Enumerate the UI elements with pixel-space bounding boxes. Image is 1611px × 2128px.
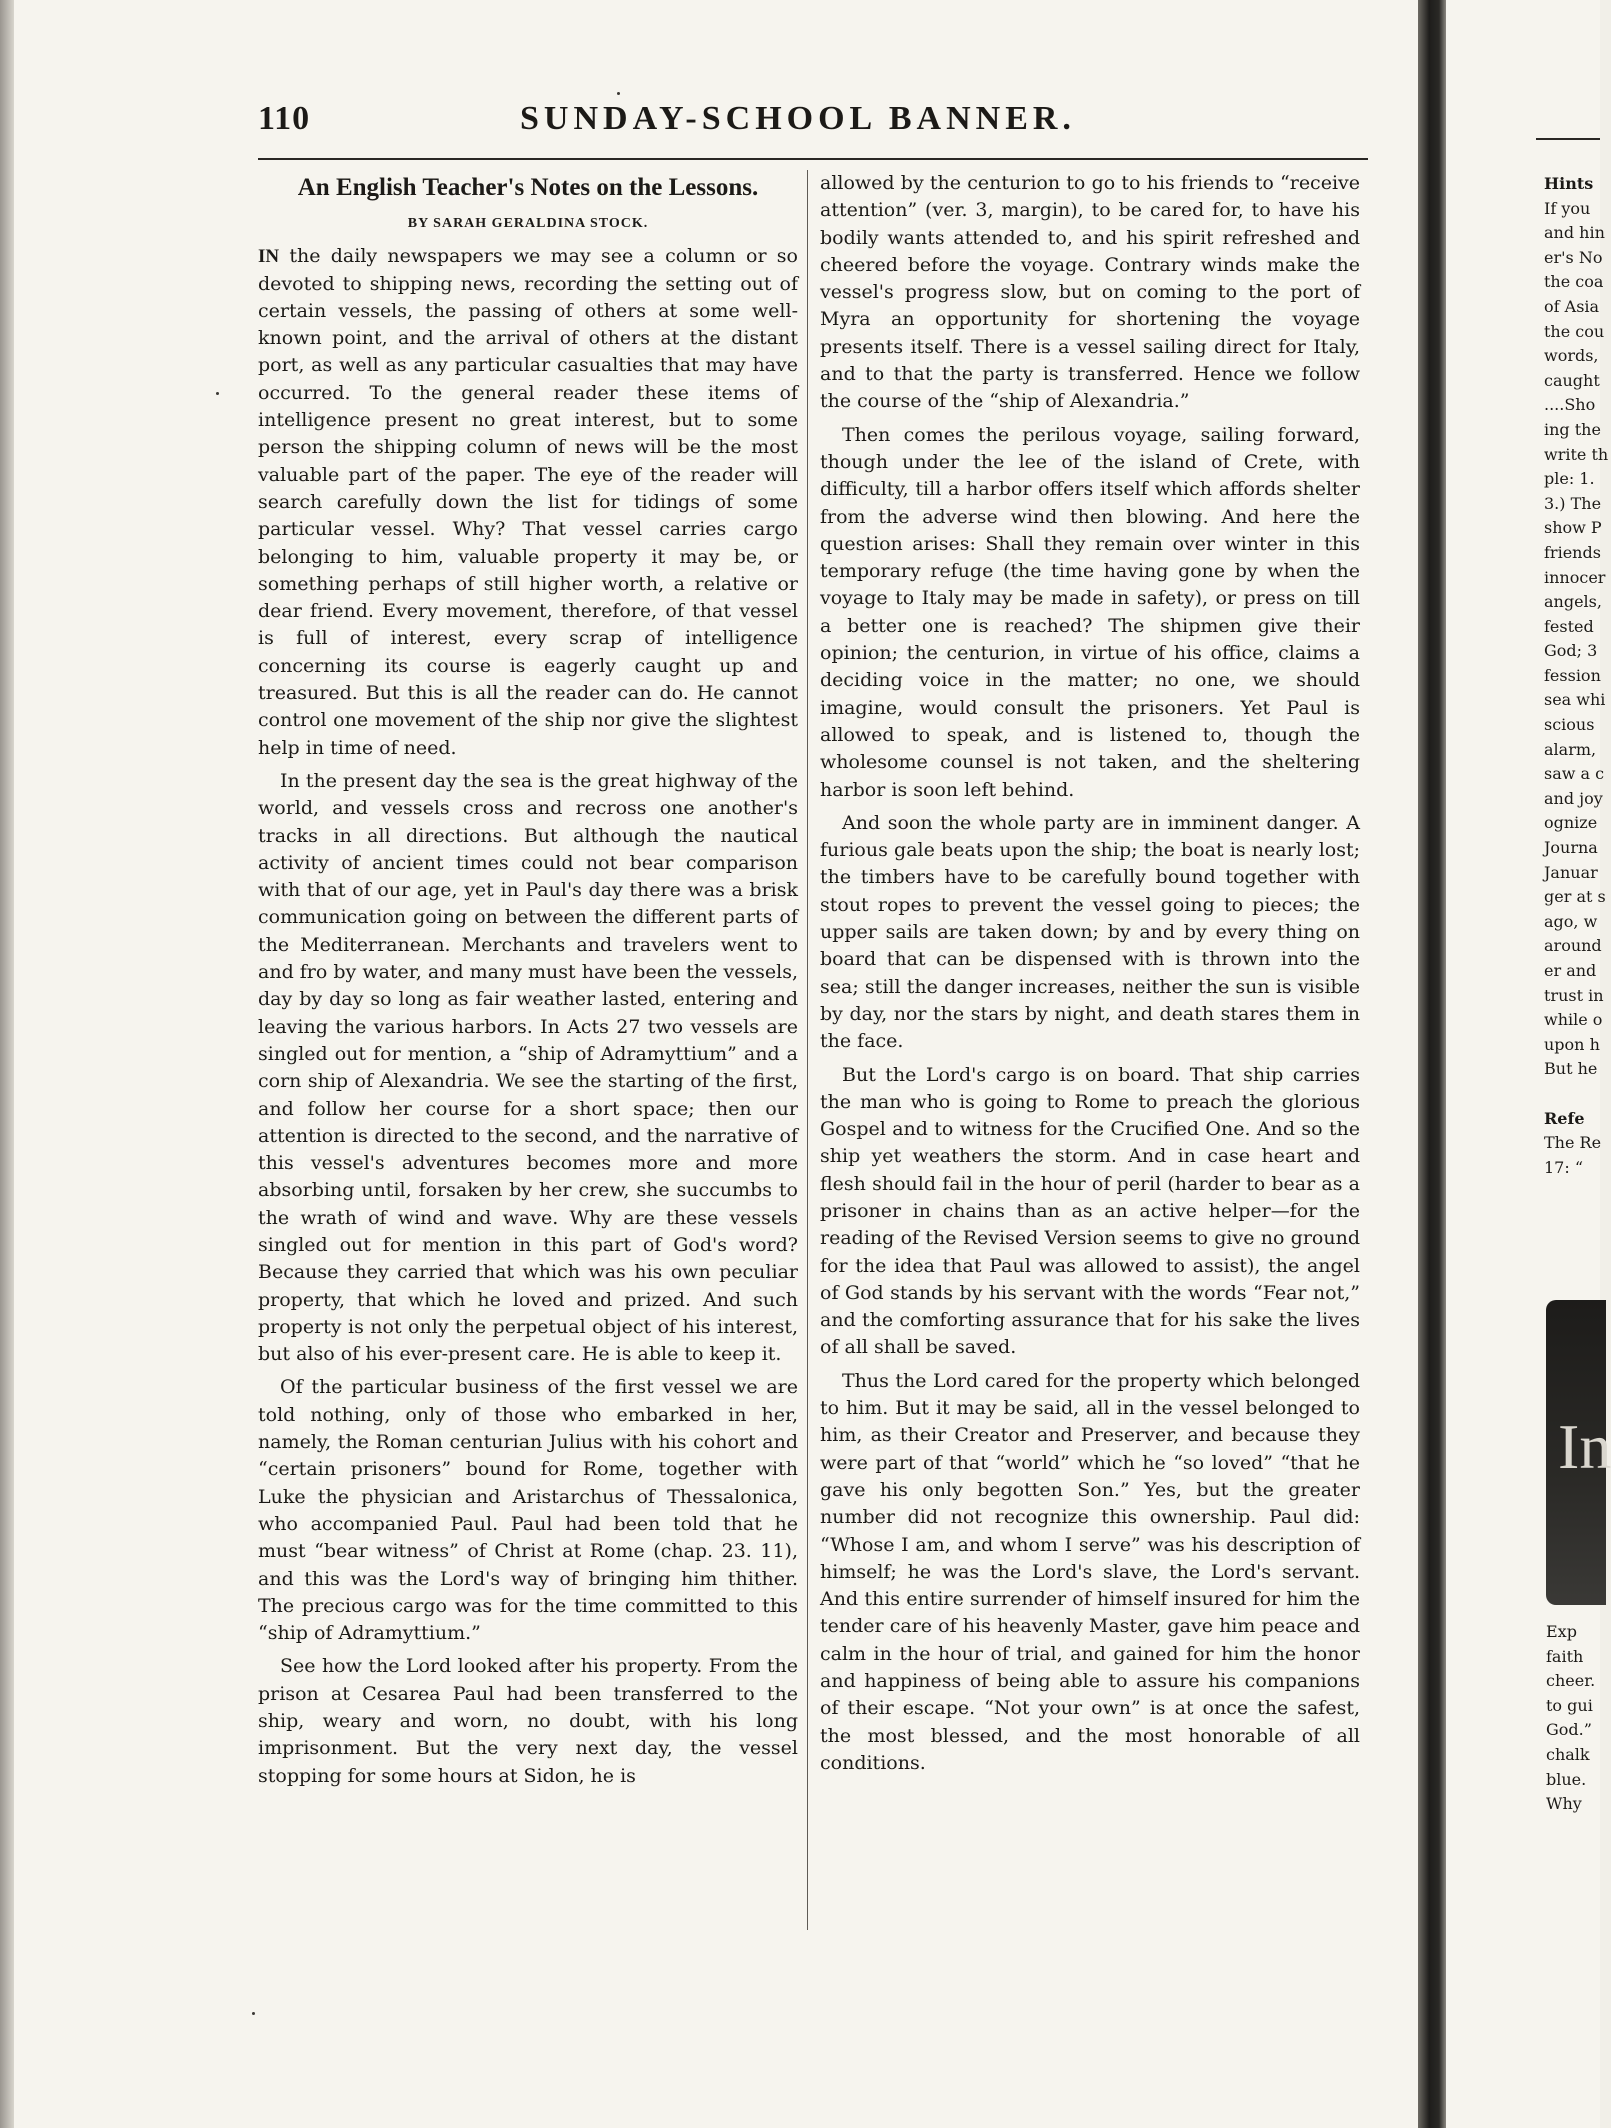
right-page-line: Hints — [1544, 174, 1594, 193]
running-head — [258, 100, 1108, 152]
right-page-line: saw a c — [1544, 764, 1605, 784]
paragraph-text: the daily newspapers we may see a column or so devoted to shipping news, recording the setting out of certain vessels, the passing of others at some well-known point, and the arrival of others at the distant port, as well as any particular casualties that may have occurred. To the general reader these items of intelligence present no great interest, but to some person the shipping column of news will be the most valuable part of the paper. The eye of the reader will search carefully down the list for tidings of some particular vessel. Why? That vessel carries cargo belonging to him, valuable property it may be, or something perhaps of still higher worth, a relative or dear friend. Every movement, therefore, of that vessel is full of interest, every scrap of intelligence concerning its course is eagerly caught up and treasured. But this is all the reader can do. He cannot control one movement of the ship nor give the slightest help in time of need. — [258, 245, 798, 759]
page-number: 110 — [258, 100, 311, 137]
paragraph: But the Lord's cargo is on board. That ship carries the man who is going to Rome to preach the glorious Gospel and to witness for the Crucified One. And so the ship yet weathers the storm. And in case heart and flesh should fail in the hour of peril (harder to bear as a prisoner in chains than as an active helper—for the reading of the Revised Version seems to give no ground for the idea that Paul was allowed to assist), the angel of God stands by his servant with the words “Fear not,” and the comforting assurance that for his sake the lives of all shall be saved. — [820, 1063, 1360, 1359]
right-page-line: Refe — [1544, 1108, 1585, 1128]
right-page-line: faith — [1546, 1646, 1584, 1666]
paragraph: Thus the Lord cared for the property which belonged to him. But it may be said, all in the vessel belonged to him, as their Creator and Preserver, and because they were part of that “world” which he “so loved” “that he gave his only begotten Son.” Yes, but the greater number did not recognize this ownership. Paul did: “Whose I am, and whom I serve” was his description of himself; he was the Lord's slave, the Lord's servant. And this entire surrender of himself insured for him the tender care of his heavenly Master, gave him peace and calm in the hour of trial, and gained for him the honor and happiness of being able to assure his companions of their escape. “Not your own” is at once the safest, the most blessed, and the most honorable of all conditions. — [820, 1369, 1360, 1774]
left-page-edge — [0, 0, 14, 2128]
right-page-line — [1544, 1082, 1604, 1107]
right-page-line: er and — [1544, 961, 1597, 980]
right-page-line: while o — [1544, 1010, 1603, 1030]
right-page-line: the cou — [1544, 321, 1605, 341]
right-page-line: fested — [1544, 616, 1594, 636]
right-page-line: alarm, — [1544, 739, 1597, 759]
right-page-line: ognize — [1544, 813, 1598, 833]
right-page-line: ger at s — [1544, 887, 1606, 907]
right-page-line: God.” — [1546, 1720, 1592, 1740]
right-page-line: upon h — [1544, 1034, 1600, 1054]
paragraph: In the present day the sea is the great highway of the world, and vessels cross and recross one another's tracks in all directions. But although the nautical activity of ancient times could not bear comparison with that of our age, yet in Paul's day there was a brisk communication going on between the different parts of the Mediterranean. Merchants and travelers went to and fro by water, and many must have been the vessels, day by day so long as fair weather lasted, entering and leaving the various harbors. In Acts 27 two vessels are singled out for mention, a “ship of Adramyttium” and a corn ship of Alexandria. We see the starting of the first, and follow her course for a short space; then our attention is directed to the second, and the narrative of this vessel's adventures becomes more and more absorbing until, forsaken by her crew, she succumbs to the wrath of wind and wave. Why are these vessels singled out for mention in this part of God's word? Because they carried that which was his own peculiar property, that which he loved and prized. And such property is not only the perpetual object of his interest, but also of his ever-present care. He is able to keep it. — [258, 769, 798, 1366]
paragraph: And soon the whole party are in imminent danger. A furious gale beats upon the ship; the boat is nearly lost; the timbers have to be carefully bound together with stout ropes to prevent the vessel going to pieces; the upper sails are taken down; by and by every thing on board that can be dispensed with is thrown into the sea; still the danger increases, neither the sun is visible by day, nor the stars by night, and death stares them in the face. — [820, 811, 1360, 1053]
right-page-line: Why — [1546, 1794, 1582, 1814]
right-page-line: trust in — [1544, 985, 1604, 1005]
right-page-line: 17: “ — [1544, 1157, 1584, 1177]
journal-title: SUNDAY-SCHOOL BANNER. — [520, 100, 1076, 137]
article-title: An English Teacher's Notes on the Lessons. — [297, 174, 759, 201]
column-divider — [807, 170, 808, 1930]
right-page-line: show P — [1544, 518, 1602, 538]
right-page-line: caught — [1544, 370, 1600, 390]
right-page-rule — [1536, 138, 1600, 140]
right-page-line: of Asia — [1544, 296, 1600, 316]
right-page-line: Januar — [1544, 862, 1598, 882]
article-column-left — [258, 170, 798, 1796]
paragraph: See how the Lord looked after his property. From the prison at Cesarea Paul had been transferred to the ship, weary and worn, no doubt, with his long imprisonment. But the very next day, the vessel stopping for some hours at Sidon, he is — [258, 1655, 798, 1787]
right-page-line: to gui — [1546, 1695, 1593, 1715]
right-page-line: and joy — [1544, 788, 1603, 808]
right-page-line: words, — [1544, 346, 1599, 366]
right-page-line: innocer — [1544, 567, 1606, 587]
print-speck — [252, 2012, 255, 2015]
right-page-line: 3.) The — [1544, 493, 1602, 513]
right-page-line: angels, — [1544, 592, 1602, 612]
right-page-text-bottom — [1546, 1620, 1606, 1817]
illustration-lettering: In — [1558, 1411, 1611, 1482]
right-page-line: sea whi — [1544, 690, 1606, 710]
book-gutter — [1418, 0, 1446, 2128]
right-page-line: friends — [1544, 542, 1601, 562]
right-page-line: ....Sho — [1544, 395, 1596, 415]
print-speck — [617, 92, 620, 95]
right-page-line: Exp — [1546, 1622, 1577, 1641]
drop-cap: IN — [258, 246, 280, 268]
right-page-line: The Re — [1544, 1133, 1602, 1153]
paragraph — [258, 243, 798, 762]
right-page-line: But he — [1544, 1059, 1598, 1079]
paragraph: allowed by the centurion to go to his friends to “receive attention” (ver. 3, margin), to be cared for, to have his bodily wants attended to, and his spirit refreshed and cheered before the voyage. Contrary winds make the vessel's progress slow, but on coming to the port of Myra an opportunity for shortening the voyage presents itself. There is a vessel sailing direct for Italy, and to that the party is transferred. Hence we follow the course of the “ship of Alexandria.” — [820, 172, 1360, 413]
paragraph: Then comes the perilous voyage, sailing forward, though under the lee of the island of Crete, with difficulty, till a harbor offers itself which affords shelter from the adverse wind then blowing. And here the question arises: Shall they remain over winter in this temporary refuge (the time having gone by when the voyage to Italy may be made in safety), or press on till a better one is reached? The shipmen give their opinion; the centurion, in virtue of his office, claims a deciding voice in the matter; no one, we should imagine, would consult the prisoners. Yet Paul is allowed to speak, and is listened to, though the wholesome counsel is not taken, and the sheltering harbor is soon left behind. — [820, 423, 1360, 801]
right-page-line: blue. — [1546, 1769, 1587, 1789]
right-page-line: write th — [1544, 444, 1609, 464]
right-page — [1446, 0, 1611, 2128]
header-rule — [258, 158, 1368, 160]
print-speck — [216, 392, 219, 395]
right-page-illustration — [1546, 1300, 1611, 1605]
right-page-line: ing the — [1544, 419, 1601, 439]
right-page-line: ple: 1. — [1544, 469, 1595, 489]
right-page-line: If you — [1544, 198, 1591, 218]
right-page-line: scious — [1544, 715, 1595, 735]
paragraph: Of the particular business of the first vessel we are told nothing, only of those who embarked in her, namely, the Roman centurian Julius with his cohort and “certain prisoners” bound for Rome, together with Luke the physician and Aristarchus of Thessalonica, who accompanied Paul. Paul had been told that he must “bear witness” of Christ at Rome (chap. 23. 11), and this was the Lord's way of bringing him thither. The precious cargo was for the time committed to this “ship of Adramyttium.” — [258, 1376, 798, 1645]
right-page-text-top — [1544, 172, 1609, 1180]
right-page-line: Journa — [1544, 838, 1598, 858]
right-page-line: God; 3 — [1544, 641, 1598, 661]
right-page-line: fession — [1544, 665, 1601, 685]
right-page-line: around — [1544, 936, 1602, 956]
right-page-line: cheer. — [1546, 1671, 1596, 1691]
right-page-line: er's No — [1544, 247, 1603, 267]
article-column-right — [820, 170, 1360, 1783]
right-page-line: the coa — [1544, 272, 1604, 292]
right-page-line: chalk — [1546, 1744, 1590, 1764]
right-page-line: ago, w — [1544, 911, 1598, 931]
article-byline: BY SARAH GERALDINA STOCK. — [407, 216, 649, 231]
right-page-line: and hin — [1544, 223, 1605, 243]
